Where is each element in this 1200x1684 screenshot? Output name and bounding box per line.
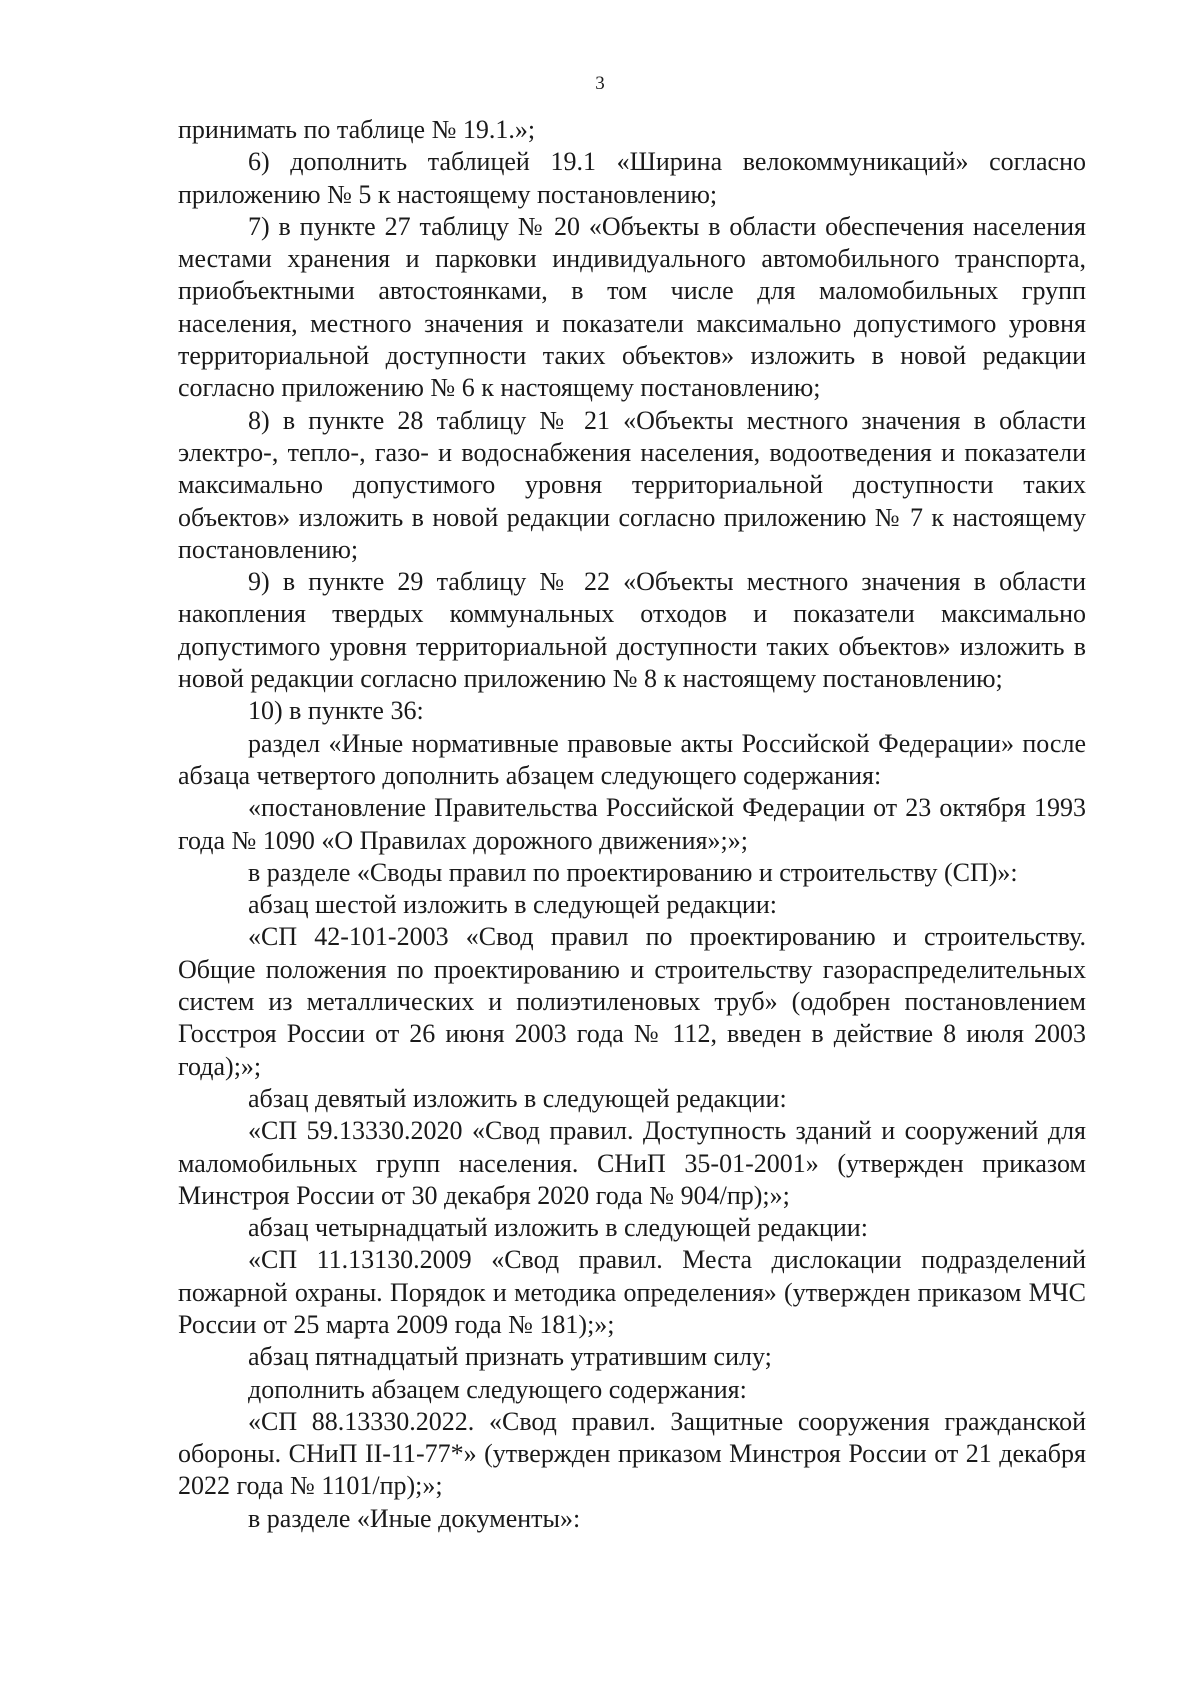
- paragraph-sp-59-13330-2020: «СП 59.13330.2020 «Свод правил. Доступность зданий и сооружений для маломобильных групп населения. СНиП 35-01-2001» (утвержден приказом Минстроя России от 30 декабря 2020 года № 904/пр);»;: [178, 1116, 1086, 1210]
- paragraph-item-8: 8) в пункте 28 таблицу № 21 «Объекты местного значения в области электро-, тепло-, газо- и водоснабжения населения, водоотведения и показатели максимально допустимого уровня территориальной доступности таких объектов» изложить в новой редакции согласно приложению № 7 к настоящему постановлению;: [178, 405, 1086, 564]
- page-number: 3: [595, 73, 605, 94]
- paragraph-item-7: 7) в пункте 27 таблицу № 20 «Объекты в области обеспечения населения местами хранения и парковки индивидуального автомобильного транспорта, приобъектными автостоянками, в том числе для маломобильных групп населения, местного значения и показатели максимально допустимого уровня территориальной доступности таких объектов» изложить в новой редакции согласно приложению № 6 к настоящему постановлению;: [178, 211, 1086, 403]
- paragraph-abzac-14: абзац четырнадцатый изложить в следующей редакции:: [248, 1213, 868, 1243]
- paragraph-item-9: 9) в пункте 29 таблицу № 22 «Объекты местного значения в области накопления твердых коммунальных отходов и показатели максимально допустимого уровня территориальной доступности таких объектов» изложить в новой редакции согласно приложению № 8 к настоящему постановлению;: [178, 567, 1086, 694]
- paragraph-traffic-rules-quote: «постановление Правительства Российской Федерации от 23 октября 1993 года № 1090 «О Правилах дорожного движения»;»;: [178, 793, 1086, 855]
- paragraph-sp-11-13130-2009: «СП 11.13130.2009 «Свод правил. Места дислокации подразделений пожарной охраны. Порядок и методика определения» (утвержден приказом МЧС России от 25 марта 2009 года № 181);»;: [178, 1245, 1086, 1339]
- paragraph-sp-88-13330-2022: «СП 88.13330.2022. «Свод правил. Защитные сооружения гражданской обороны. СНиП II-11-77*» (утвержден приказом Минстроя России от 21 декабря 2022 года № 1101/пр);»;: [178, 1406, 1086, 1501]
- paragraph-section-other-acts: раздел «Иные нормативные правовые акты Российской Федерации» после абзаца четвертого дополнить абзацем следующего содержания:: [178, 728, 1086, 790]
- paragraph-abzac-15: абзац пятнадцатый признать утратившим силу;: [248, 1342, 772, 1372]
- paragraph-section-sp: в разделе «Своды правил по проектированию и строительству (СП)»:: [248, 857, 1018, 887]
- paragraph-item-6: 6) дополнить таблицей 19.1 «Ширина велокоммуникаций» согласно приложению № 5 к настоящему постановлению;: [178, 147, 1086, 209]
- paragraph-continuation: принимать по таблице № 19.1.»;: [178, 115, 536, 144]
- paragraph-sp-42-101-2003: «СП 42-101-2003 «Свод правил по проектированию и строительству. Общие положения по проектированию и строительству газораспределительных систем из металлических и полиэтиленовых труб» (одобрен постановлением Госстроя России от 26 июня 2003 года № 112, введен в действие 8 июля 2003 года);»;: [178, 922, 1086, 1081]
- paragraph-abzac-9: абзац девятый изложить в следующей редакции:: [248, 1083, 787, 1113]
- document-body: [178, 114, 1086, 1535]
- paragraph-item-10: 10) в пункте 36:: [248, 696, 424, 726]
- paragraph-section-other-documents: в разделе «Иные документы»:: [248, 1503, 581, 1533]
- paragraph-add-abzac: дополнить абзацем следующего содержания:: [248, 1374, 747, 1404]
- paragraph-abzac-6: абзац шестой изложить в следующей редакции:: [248, 890, 777, 920]
